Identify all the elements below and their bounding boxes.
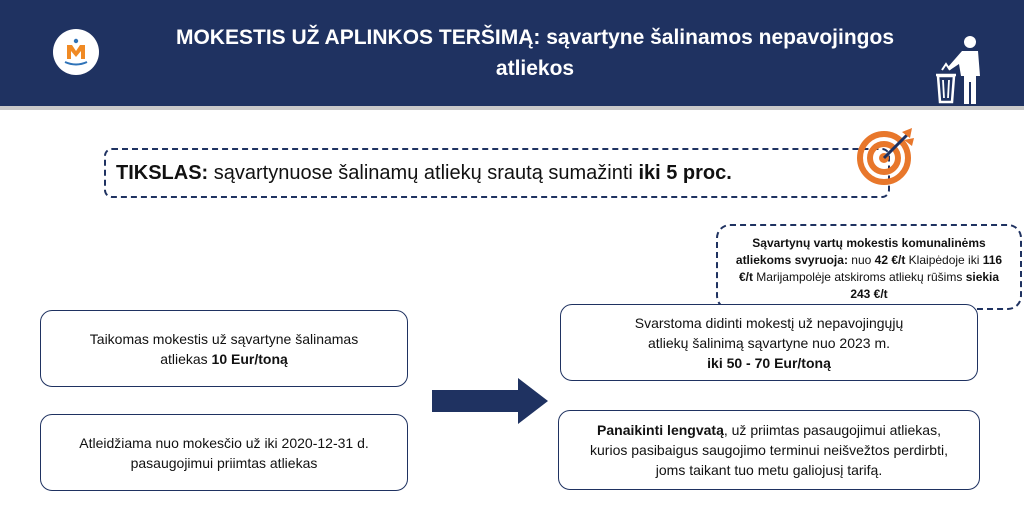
title-line-2: atliekos: [495, 57, 575, 80]
note-part-1: Sąvartynų vartų mokestis komunalinėms atliekoms svyruoja:: [735, 236, 986, 267]
relief-line-1-rest: , už priimtas pasaugojimui atliekas,: [723, 422, 941, 438]
person-trash-icon: [932, 34, 992, 106]
goal-text: [116, 162, 732, 185]
note-part-6: Marijampolėje atskiroms atliekų rūšims: [752, 270, 966, 284]
title-line-1: MOKESTIS UŽ APLINKOS TERŠIMĄ: sąvartyne šalinamos nepavojingos: [175, 26, 895, 49]
proposed-line-2: atliekų šalinimą sąvartyne nuo 2023 m.: [647, 334, 891, 351]
current-tax-line-2-text: atliekas: [160, 350, 212, 367]
right-arrow-icon: [432, 376, 550, 426]
relief-line-3: joms taikant tuo metu galiojusį tarifą.: [655, 462, 883, 478]
note-part-7: siekia 243 €/t: [850, 270, 1000, 301]
current-tax-line-2: [41, 349, 407, 369]
note-part-2: nuo: [847, 253, 875, 267]
note-part-4: Klaipėdoje iki: [905, 253, 983, 267]
goal-box: [104, 148, 890, 198]
exemption-line-1: Atleidžiama nuo mokesčio už iki 2020-12-31 d.: [79, 434, 369, 451]
exemption-box: [40, 414, 408, 491]
exemption-line-2: pasaugojimui priimtas atliekas: [130, 454, 318, 471]
remove-relief-box: [558, 410, 980, 490]
current-tax-box: [40, 310, 408, 387]
relief-line-1: [559, 420, 979, 440]
note-gate-fee: [716, 224, 1022, 310]
municipality-logo-icon: [53, 29, 99, 75]
proposed-line-1: Svarstoma didinti mokestį už nepavojingųjų: [634, 314, 904, 331]
page-title: [120, 22, 950, 84]
header-divider: [0, 106, 1024, 110]
goal-label: TIKSLAS:: [116, 162, 209, 184]
relief-line-2: kurios pasibaigus saugojimo terminui neišvežtos perdirbti,: [590, 442, 948, 458]
target-icon: [856, 126, 918, 188]
relief-bold: Panaikinti lengvatą: [597, 422, 724, 438]
goal-emphasis: iki 5 proc.: [638, 162, 732, 184]
note-part-3: 42 €/t: [874, 253, 906, 267]
current-tax-line-1: Taikomas mokestis už sąvartyne šalinamas: [89, 330, 359, 347]
proposed-line-3: [561, 353, 977, 373]
goal-description: sąvartynuose šalinamų atliekų srautą sumažinti: [208, 162, 639, 184]
proposed-amount: iki 50 - 70 Eur/toną: [707, 354, 831, 371]
proposed-increase-box: [560, 304, 978, 381]
note-part-5: 116 €/t: [738, 253, 1003, 284]
current-tax-amount: 10 Eur/toną: [211, 350, 288, 367]
